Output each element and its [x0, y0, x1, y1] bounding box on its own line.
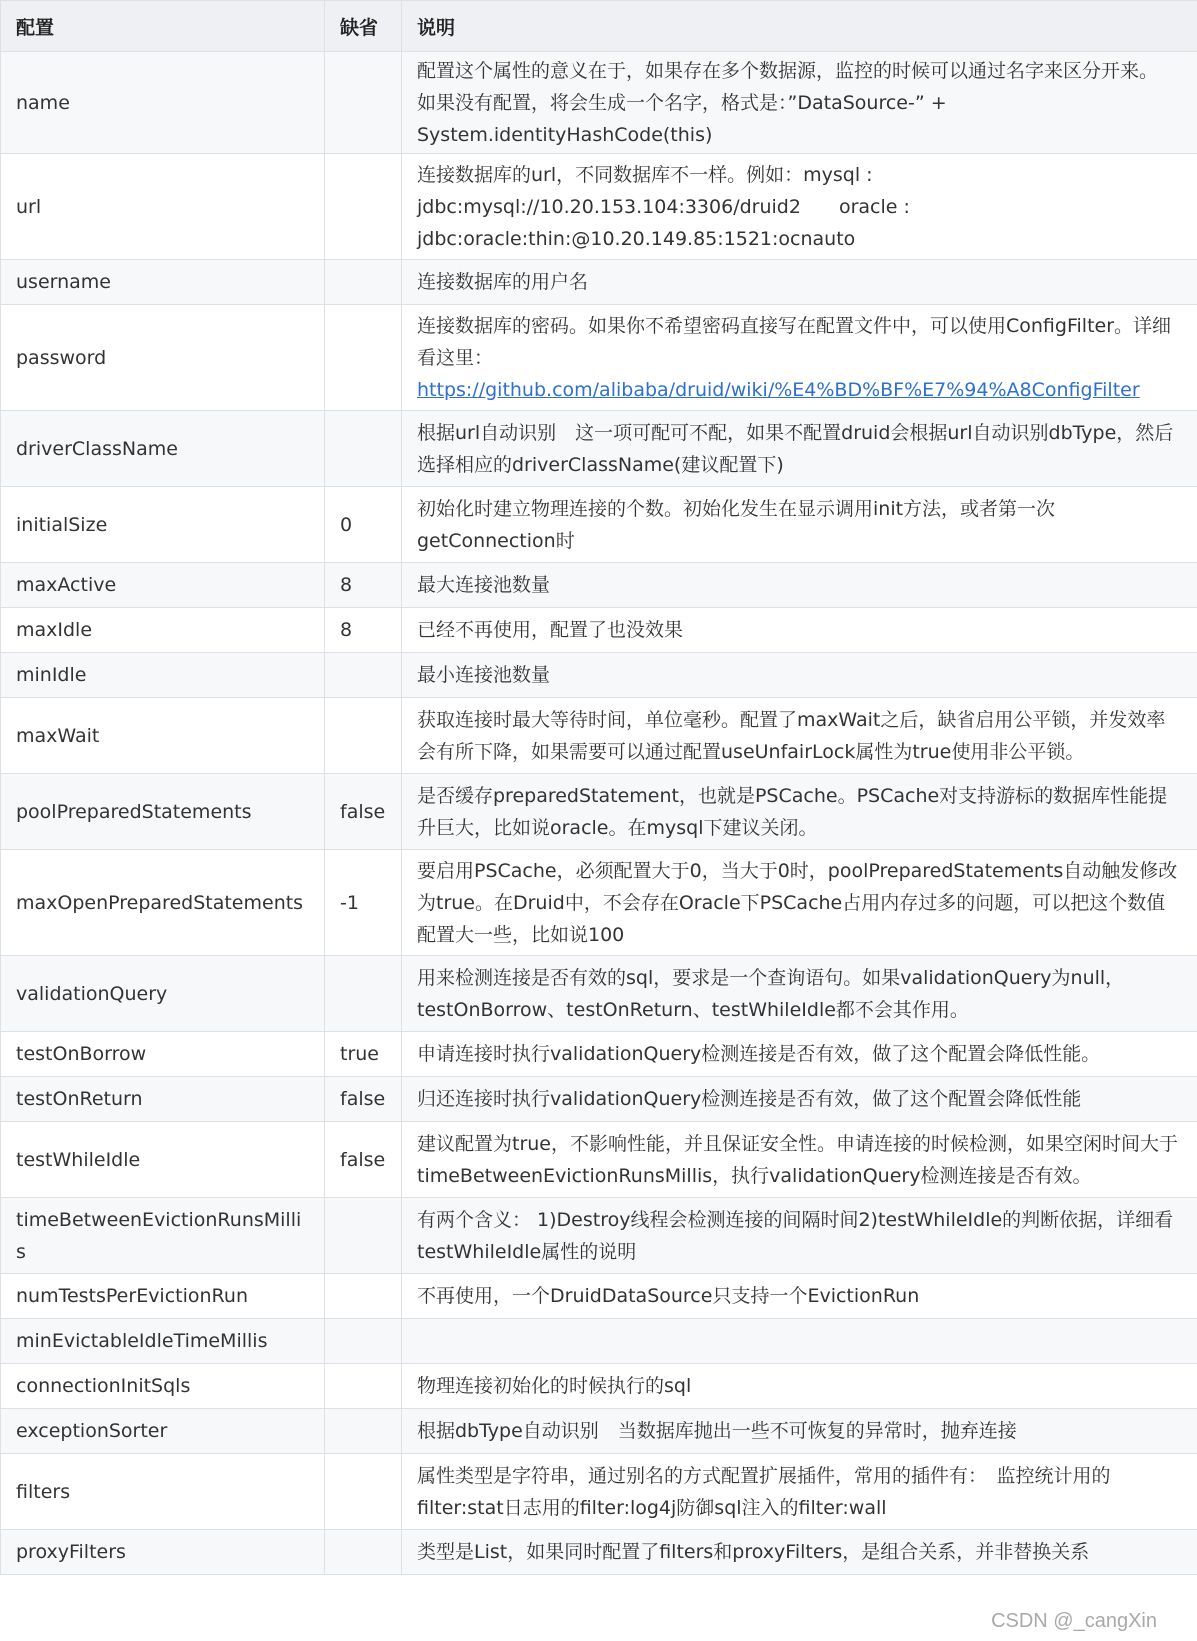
description-text: 归还连接时执行validationQuery检测连接是否有效，做了这个配置会降低性能 — [417, 1088, 1082, 1110]
cell-default-value — [325, 411, 402, 487]
description-text: 用来检测连接是否有效的sql，要求是一个查询语句。如果validationQuery为null，testOnBorrow、testOnReturn、testWhileIdle都不会其作用。 — [417, 966, 1125, 1021]
cell-description — [402, 774, 1197, 850]
table-row — [1, 653, 1197, 698]
cell-description — [402, 1364, 1197, 1409]
description-text: 根据url自动识别 这一项可配可不配，如果不配置druid会根据url自动识别dbType，然后选择相应的driverClassName(建议配置下) — [417, 421, 1174, 476]
cell-default-value — [325, 653, 402, 698]
table-row — [1, 260, 1197, 305]
cell-description — [402, 1122, 1197, 1198]
cell-config-name: driverClassName — [1, 411, 325, 487]
description-text: 连接数据库的用户名 — [417, 271, 589, 293]
table-row — [1, 52, 1197, 154]
table-row — [1, 1077, 1197, 1122]
cell-config-name: poolPreparedStatements — [1, 774, 325, 850]
cell-description — [402, 1274, 1197, 1319]
cell-description — [402, 698, 1197, 774]
cell-description — [402, 956, 1197, 1032]
cell-config-name: maxOpenPreparedStatements — [1, 850, 325, 956]
table-row — [1, 608, 1197, 653]
cell-config-name: maxWait — [1, 698, 325, 774]
table-body — [1, 52, 1197, 1575]
cell-description — [402, 1032, 1197, 1077]
cell-config-name: testOnReturn — [1, 1077, 325, 1122]
description-text: 属性类型是字符串，通过别名的方式配置扩展插件，常用的插件有： 监控统计用的filter:stat日志用的filter:log4j防御sql注入的filter:wall — [417, 1464, 1111, 1519]
description-text: 有两个含义： 1)Destroy线程会检测连接的间隔时间2)testWhileIdle的判断依据，详细看testWhileIdle属性的说明 — [417, 1208, 1174, 1263]
description-text: 物理连接初始化的时候执行的sql — [417, 1375, 692, 1397]
cell-description — [402, 1319, 1197, 1364]
table-row — [1, 305, 1197, 411]
cell-default-value — [325, 698, 402, 774]
cell-config-name: username — [1, 260, 325, 305]
table-row — [1, 850, 1197, 956]
cell-default-value — [325, 52, 402, 154]
table-header-row — [1, 1, 1197, 52]
cell-config-name: exceptionSorter — [1, 1409, 325, 1454]
table-row — [1, 487, 1197, 563]
cell-description — [402, 52, 1197, 154]
description-text: 建议配置为true，不影响性能，并且保证安全性。申请连接的时候检测，如果空闲时间大于timeBetweenEvictionRunsMillis，执行validationQuery检测连接是否有效。 — [417, 1132, 1178, 1187]
description-text: 申请连接时执行validationQuery检测连接是否有效，做了这个配置会降低性能。 — [417, 1043, 1101, 1065]
table-row — [1, 1122, 1197, 1198]
cell-description — [402, 653, 1197, 698]
cell-description — [402, 487, 1197, 563]
cell-default-value — [325, 1198, 402, 1274]
description-text: 连接数据库的url，不同数据库不一样。例如：mysql : jdbc:mysql://10.20.153.104:3306/druid2 oracle : jdbc:oracle:thin:@10.20.149.85:1521:ocnauto — [417, 163, 910, 250]
table-row — [1, 1032, 1197, 1077]
table-row — [1, 1409, 1197, 1454]
description-text: 要启用PSCache，必须配置大于0，当大于0时，poolPreparedStatements自动触发修改为true。在Druid中，不会存在Oracle下PSCache占用内存过多的问题，可以把这个数值配置大一些，比如说100 — [417, 859, 1178, 946]
cell-description — [402, 1409, 1197, 1454]
description-text: 初始化时建立物理连接的个数。初始化发生在显示调用init方法，或者第一次getConnection时 — [417, 497, 1056, 552]
cell-default-value — [325, 1454, 402, 1530]
cell-config-name: timeBetweenEvictionRunsMillis — [1, 1198, 325, 1274]
table-row — [1, 698, 1197, 774]
table-row — [1, 1454, 1197, 1530]
description-text: 已经不再使用，配置了也没效果 — [417, 619, 684, 641]
cell-default-value — [325, 1409, 402, 1454]
cell-default-value — [325, 1319, 402, 1364]
header-default: 缺省 — [325, 1, 402, 52]
cell-description — [402, 608, 1197, 653]
cell-config-name: name — [1, 52, 325, 154]
cell-description — [402, 850, 1197, 956]
cell-config-name: initialSize — [1, 487, 325, 563]
cell-description — [402, 1454, 1197, 1530]
cell-default-value: 0 — [325, 487, 402, 563]
cell-description — [402, 154, 1197, 260]
cell-config-name: testOnBorrow — [1, 1032, 325, 1077]
cell-default-value — [325, 260, 402, 305]
description-text: 获取连接时最大等待时间，单位毫秒。配置了maxWait之后，缺省启用公平锁，并发效率会有所下降，如果需要可以通过配置useUnfairLock属性为true使用非公平锁。 — [417, 708, 1166, 763]
table-row — [1, 956, 1197, 1032]
table-row — [1, 411, 1197, 487]
watermark: CSDN @_cangXin — [991, 1610, 1157, 1632]
table-row — [1, 1530, 1197, 1575]
description-text: 根据dbType自动识别 当数据库抛出一些不可恢复的异常时，抛弃连接 — [417, 1420, 1017, 1442]
cell-default-value: 8 — [325, 608, 402, 653]
description-text: 连接数据库的密码。如果你不希望密码直接写在配置文件中，可以使用ConfigFilter。详细看这里： — [417, 314, 1172, 369]
cell-default-value — [325, 305, 402, 411]
description-text: 最大连接池数量 — [417, 574, 551, 596]
cell-config-name: minEvictableIdleTimeMillis — [1, 1319, 325, 1364]
cell-description — [402, 1530, 1197, 1575]
cell-config-name: minIdle — [1, 653, 325, 698]
description-text: 配置这个属性的意义在于，如果存在多个数据源，监控的时候可以通过名字来区分开来。 如果没有配置，将会生成一个名字，格式是：”DataSource-” + System.identityHashCode(this) — [417, 59, 1168, 146]
description-text: 不再使用，一个DruidDataSource只支持一个EvictionRun — [417, 1285, 920, 1307]
cell-default-value: false — [325, 1122, 402, 1198]
cell-description — [402, 411, 1197, 487]
table-row — [1, 154, 1197, 260]
cell-default-value: true — [325, 1032, 402, 1077]
cell-default-value — [325, 1364, 402, 1409]
table-row — [1, 563, 1197, 608]
cell-default-value: false — [325, 774, 402, 850]
cell-config-name: proxyFilters — [1, 1530, 325, 1575]
header-description: 说明 — [402, 1, 1197, 52]
table-row — [1, 1274, 1197, 1319]
cell-config-name: numTestsPerEvictionRun — [1, 1274, 325, 1319]
table-row — [1, 1364, 1197, 1409]
cell-default-value — [325, 956, 402, 1032]
description-text: 类型是List，如果同时配置了filters和proxyFilters，是组合关系，并非替换关系 — [417, 1541, 1090, 1563]
cell-config-name: maxActive — [1, 563, 325, 608]
table-row — [1, 774, 1197, 850]
cell-description — [402, 1198, 1197, 1274]
cell-default-value — [325, 1274, 402, 1319]
cell-config-name: maxIdle — [1, 608, 325, 653]
cell-default-value — [325, 154, 402, 260]
cell-description — [402, 563, 1197, 608]
table-row — [1, 1319, 1197, 1364]
cell-config-name: connectionInitSqls — [1, 1364, 325, 1409]
cell-default-value: 8 — [325, 563, 402, 608]
description-text: 是否缓存preparedStatement，也就是PSCache。PSCache对支持游标的数据库性能提升巨大，比如说oracle。在mysql下建议关闭。 — [417, 784, 1168, 839]
cell-config-name: validationQuery — [1, 956, 325, 1032]
cell-config-name: password — [1, 305, 325, 411]
cell-default-value: false — [325, 1077, 402, 1122]
cell-description — [402, 260, 1197, 305]
cell-config-name: filters — [1, 1454, 325, 1530]
cell-description — [402, 305, 1197, 411]
table-row — [1, 1198, 1197, 1274]
cell-default-value — [325, 1530, 402, 1575]
cell-default-value: -1 — [325, 850, 402, 956]
header-config: 配置 — [1, 1, 325, 52]
cell-config-name: testWhileIdle — [1, 1122, 325, 1198]
config-filter-link[interactable]: https://github.com/alibaba/druid/wiki/%E4%BD%BF%E7%94%A8ConfigFilter — [417, 378, 1140, 401]
description-text: 最小连接池数量 — [417, 664, 551, 686]
cell-description — [402, 1077, 1197, 1122]
cell-config-name: url — [1, 154, 325, 260]
